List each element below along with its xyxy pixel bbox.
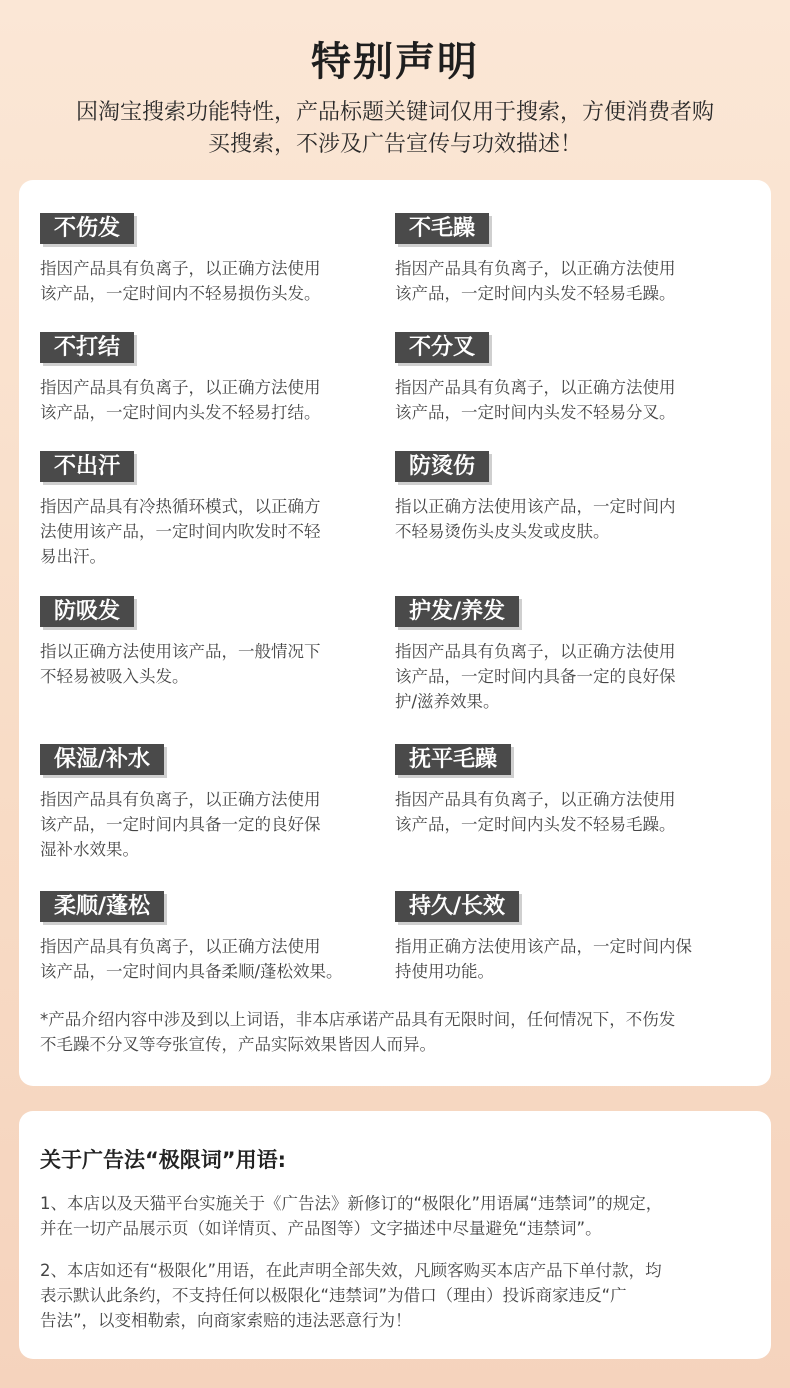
term-badge: 保湿/补水	[40, 744, 164, 775]
term-description: 指因产品具有负离子，以正确方法使用 该产品，一定时间内具备一定的良好保 护/滋养效果。	[395, 642, 676, 711]
subtitle-line-1: 因淘宝搜索功能特性，产品标题关键词仅用于搜索，方便消费者购	[75, 100, 714, 125]
term-badge: 不毛躁	[395, 213, 489, 244]
term-item	[395, 332, 735, 425]
term-badge: 抚平毛躁	[395, 744, 511, 775]
ad-law-card	[19, 1111, 771, 1359]
term-description: 指因产品具有负离子，以正确方法使用 该产品，一定时间内不轻易损伤头发。	[40, 259, 321, 303]
term-item	[40, 596, 380, 689]
ad-law-rule-1: 1、本店以及天猫平台实施关于《广告法》新修订的“极限化”用语属“违禁词”的规定， 并在一切产品展示页（如详情页、产品图等）文字描述中尽量避免“违禁词”。	[40, 1194, 663, 1238]
term-badge: 持久/长效	[395, 891, 519, 922]
term-item	[395, 596, 735, 714]
term-item	[395, 213, 735, 306]
term-description: 指因产品具有负离子，以正确方法使用 该产品，一定时间内具备一定的良好保 湿补水效果。	[40, 790, 321, 859]
term-description: 指因产品具有负离子，以正确方法使用 该产品，一定时间内具备柔顺/蓬松效果。	[40, 937, 343, 981]
term-description: 指因产品具有负离子，以正确方法使用 该产品，一定时间内头发不轻易毛躁。	[395, 790, 676, 834]
term-description: 指因产品具有冷热循环模式，以正确方 法使用该产品，一定时间内吹发时不轻 易出汗。	[40, 497, 321, 566]
term-badge: 防吸发	[40, 596, 134, 627]
term-item	[395, 451, 735, 544]
ad-law-rule-2: 2、本店如还有“极限化”用语，在此声明全部失效，凡顾客购买本店产品下单付款，均 表示默认此条约，不支持任何以极限化“违禁词”为借口（理由）投诉商家违反“广 告法”，以变相勒索，向商家索赔的违法恶意行为！	[40, 1261, 662, 1330]
term-item	[40, 451, 380, 569]
page-subtitle	[30, 97, 760, 161]
terms-card	[19, 180, 771, 1086]
term-item	[395, 744, 735, 837]
term-badge: 不分叉	[395, 332, 489, 363]
disclaimer-note: *产品介绍内容中涉及到以上词语，非本店承诺产品具有无限时间，任何情况下，不伤发 不毛躁不分叉等夸张宣传，产品实际效果皆因人而异。	[40, 1010, 676, 1054]
subtitle-line-2: 买搜索，不涉及广告宣传与功效描述！	[207, 132, 582, 157]
term-badge: 护发/养发	[395, 596, 519, 627]
term-badge: 柔顺/蓬松	[40, 891, 164, 922]
term-description: 指以正确方法使用该产品，一定时间内 不轻易烫伤头皮头发或皮肤。	[395, 497, 676, 541]
term-item	[40, 213, 380, 306]
term-badge: 不伤发	[40, 213, 134, 244]
term-item	[40, 332, 380, 425]
term-description: 指因产品具有负离子，以正确方法使用 该产品，一定时间内头发不轻易分叉。	[395, 378, 676, 422]
term-badge: 防烫伤	[395, 451, 489, 482]
page-title: 特别声明	[311, 39, 479, 85]
term-description: 指因产品具有负离子，以正确方法使用 该产品，一定时间内头发不轻易毛躁。	[395, 259, 676, 303]
ad-law-title: 关于广告法“极限词”用语:	[40, 1148, 287, 1172]
term-badge: 不出汗	[40, 451, 134, 482]
term-description: 指以正确方法使用该产品，一般情况下 不轻易被吸入头发。	[40, 642, 321, 686]
term-description: 指因产品具有负离子，以正确方法使用 该产品，一定时间内头发不轻易打结。	[40, 378, 321, 422]
term-badge: 不打结	[40, 332, 134, 363]
term-item	[395, 891, 747, 984]
term-item	[40, 891, 392, 984]
term-description: 指用正确方法使用该产品，一定时间内保 持使用功能。	[395, 937, 692, 981]
term-item	[40, 744, 380, 862]
